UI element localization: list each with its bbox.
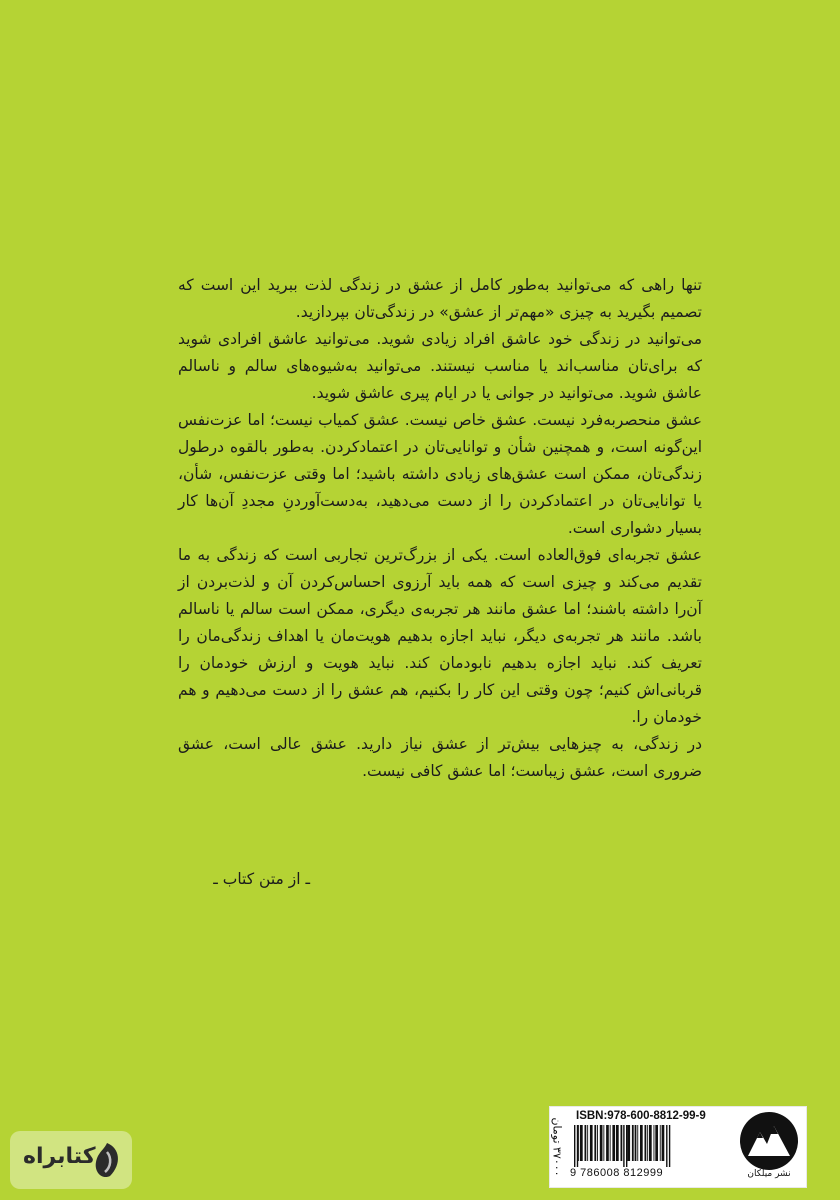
barcode-bar	[594, 1125, 596, 1161]
blurb-paragraph-3: عشق منحصربه‌فرد نیست. عشق خاص نیست. عشق کمیاب نیست؛ اما عزت‌نفس این‌گونه است، و همچنین شأن و توانایی‌تان در اعتمادکردن. به‌طور بالقوه در‌طول زندگی‌تان، ممکن است عشق‌های زیادی داشته باشید؛ اما وقتی عزت‌نفس، شأن، یا توانایی‌تان در اعتمادکردن را از دست می‌دهید، به‌دست‌آوردنِ مجددِ آن‌ها کار بسیار دشواری است.	[178, 411, 702, 537]
barcode-bar	[612, 1125, 615, 1161]
ketabrah-leaf-icon	[90, 1140, 124, 1180]
barcode-guard-bar	[666, 1125, 667, 1167]
barcode-bar	[603, 1125, 604, 1161]
ketabrah-watermark	[10, 1131, 132, 1189]
barcode-bar	[655, 1125, 658, 1161]
blurb-paragraph-5: در زندگی، به چیزهایی بیش‌تر از عشق نیاز دارید. عشق عالی است، عشق ضروری است، عشق زیباست؛ اما عشق کافی نیست.	[178, 735, 702, 780]
barcode-guard-bar	[669, 1125, 670, 1167]
blurb-paragraph-4: عشق تجربه‌ای فوق‌العاده است. یکی از بزرگ‌ترین تجاربی است که زندگی به ما تقدیم می‌کند و چیزی است که همه باید آرزوی احساس‌کردن آن و لذت‌بردن از آن‌را داشته باشند؛ اما عشق مانند هر تجربه‌ی دیگری، ممکن است سالم یا ناسالم باشد. مانند هر تجربه‌ی دیگر، نباید اجازه بدهیم هویت‌مان یا اهداف زندگی‌مان را تعریف کند. نباید اجازه بدهیم نابودمان کند. نباید هویت و ارزش خودمان را قربانی‌اش کنیم؛ چون وقتی این کار را بکنیم، هم عشق را از دست می‌دهیم و هم خودمان را.	[178, 546, 702, 726]
price-label: ۳۷۰۰۰ تومان	[550, 1117, 564, 1177]
barcode-number: 9 786008 812999	[570, 1167, 664, 1179]
blurb-paragraph-2: می‌توانید در زندگی خود عاشق افراد زیادی شوید. می‌توانید عاشق افرادی شوید که برای‌تان مناسب‌اند یا مناسب نیستند. می‌توانید به‌شیوه‌های سالم و ناسالم عاشق شوید. می‌توانید در جوانی یا در ایام پیری عاشق شوید.	[178, 330, 702, 402]
barcode-bar	[662, 1125, 665, 1161]
barcode-bar	[616, 1125, 619, 1161]
barcode-bar	[600, 1125, 603, 1161]
barcode-guard-bar	[574, 1125, 575, 1167]
barcode-bar	[637, 1125, 638, 1161]
barcode-bar	[640, 1125, 643, 1161]
barcode-bar	[585, 1125, 587, 1161]
barcode-bar	[597, 1125, 598, 1161]
barcode-bar	[610, 1125, 611, 1161]
publisher-name: نشر میلکان	[747, 1169, 791, 1179]
barcode-bar	[621, 1125, 623, 1161]
barcode-guard-bar	[623, 1125, 624, 1167]
barcode-bar	[645, 1125, 647, 1161]
barcode-guard-bar	[577, 1125, 578, 1167]
isbn-label: ISBN:978-600-8812-99-9	[576, 1110, 706, 1122]
barcode-bar	[635, 1125, 637, 1161]
barcode-bar	[654, 1125, 655, 1161]
barcode-bar	[587, 1125, 588, 1161]
watermark-label: کتابراه	[23, 1144, 96, 1169]
blurb-paragraph-1: تنها راهی که می‌توانید به‌طور کامل از عشق در زندگی لذت ببرید این است که تصمیم بگیرید به چیزی «مهم‌تر از عشق» در زندگی‌تان بپردازید.	[178, 276, 702, 321]
barcode-bar	[649, 1125, 652, 1161]
attribution: ـ از متن کتاب ـ	[213, 870, 310, 888]
barcode	[572, 1125, 722, 1167]
barcode-bar	[647, 1125, 648, 1161]
barcode-bar	[632, 1125, 634, 1161]
barcode-bar	[580, 1125, 583, 1161]
blurb-text	[178, 272, 702, 785]
barcode-bar	[606, 1125, 609, 1161]
barcode-bar	[660, 1125, 661, 1161]
barcode-bar	[578, 1125, 579, 1161]
barcode-bar	[590, 1125, 593, 1161]
barcode-box	[549, 1106, 807, 1188]
barcode-guard-bar	[626, 1125, 627, 1167]
barcode-bar	[627, 1125, 630, 1161]
